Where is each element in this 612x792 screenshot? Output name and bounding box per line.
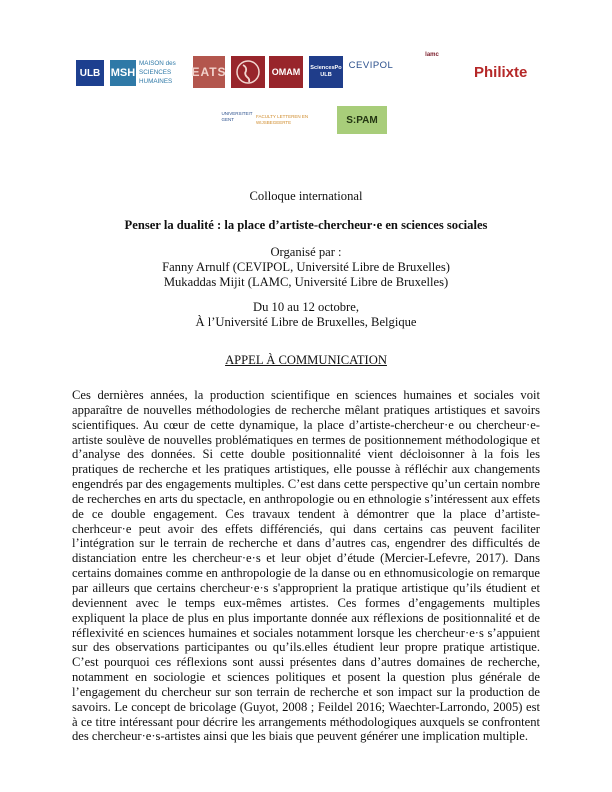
call-heading: APPEL À COMMUNICATION bbox=[225, 353, 387, 367]
msh-logo-text: MAISON des SCIENCES HUMAINES bbox=[139, 60, 176, 85]
cevipol-logo: CEVIPOL bbox=[348, 59, 394, 71]
lamc-logo: lamc bbox=[425, 52, 439, 58]
organiser-2: Mukaddas Mijit (LAMC, Université Libre de Bruxelles) bbox=[163, 275, 449, 289]
body-paragraph: Ces dernières années, la production scientifique en sciences humaines et sociales voit apparaître de nouvelles méthodologies de recherche mêlant pratiques artistiques et savoirs scientifiques. Au cœur de cette dynamique, la place d’artiste-chercheur·e ou chercheur·e-artiste soulève de nouvelles problématiques en termes de positionnement méthodologique et d’analyse des données. Si cette double positionnalité vient décloisonner à la fois les pratiques de recherche et les pratiques artistiques, elle pousse à réfléchir aux changements engendrés par des engagements multiples. C’est dans cette perspective qu’un certain nombre de recherches en arts du spectacle, en anthropologie ou en ethnologie s’intéressent aux effets de ce double engagement. Ces travaux tendent à démontrer que la place d’artiste-cherhceur·e peut avoir des effets différenciés, qui dans certains cas peuvent faciliter l’intégration sur le terrain de recherche et dans d’autres cas, engendrer des difficultés de distanciation entre les chercheur·e·s et leur objet d’étude (Mercier-Lefevre, 2017). Dans certains domaines comme en anthropologie de la danse ou en ethnomusicologie on remarque par ailleurs que certains chercheur·e·s s'approprient la pratique artistique qu’ils étudient et deviennent avec le temps eux-mêmes artistes. Ces formes d’engagements multiples expliquent la place de plus en plus importante donnée aux réflexions de positionnalité et de réflexivité en sciences humaines et sociales notamment lorsque les chercheur·e·s s’appuient sur des observations participantes ou qu’ils.elles étudient leur propre pratique artistique. C’est pourquoi ces réflexions sont aussi présentes dans d’autres domaines de recherche, notamment en sociologie et sciences politiques et posent la question plus générale de l’engagement du chercheur sur son terrain de recherche et son impact sur la production de savoirs. Le concept de bricolage (Guyot, 2008 ; Feildel 2016; Waechter-Larrondo, 2005) est à ce titre intéressant pour décrire les arrangements méthodologiques auxquels se confrontent des chercheur·e·s-artistes ainsi que les biais que peuvent générer une implication multiple. bbox=[72, 388, 540, 744]
event-place: À l’Université Libre de Bruxelles, Belgique bbox=[195, 315, 417, 329]
event-date: Du 10 au 12 octobre, bbox=[253, 300, 359, 314]
organised-by-label: Organisé par : bbox=[270, 245, 342, 259]
globe-icon bbox=[231, 56, 265, 88]
sciencespo-logo: SciencesPo ULB bbox=[309, 56, 343, 88]
document-title: Penser la dualité : la place d’artiste-chercheur·e en sciences sociales bbox=[124, 218, 488, 232]
faculty-ugent-logo: FACULTY LETTEREN EN WIJSBEGEERTE bbox=[256, 114, 309, 125]
ugent-logo: UNIVERSITEIT GENT bbox=[221, 111, 253, 122]
philixte-logo: Philixte bbox=[474, 63, 528, 81]
ulb-logo: ULB bbox=[76, 60, 104, 86]
spam-logo: S:PAM bbox=[337, 106, 387, 134]
americas-logo bbox=[231, 56, 265, 88]
msh-logo: MSH bbox=[110, 60, 136, 86]
organisers-block bbox=[0, 245, 612, 290]
eats-logo: EATS bbox=[193, 56, 225, 88]
colloque-label: Colloque international bbox=[249, 189, 363, 203]
organiser-1: Fanny Arnulf (CEVIPOL, Université Libre de Bruxelles) bbox=[162, 260, 450, 274]
date-place-block bbox=[0, 300, 612, 330]
omam-logo: OMAM bbox=[269, 56, 303, 88]
